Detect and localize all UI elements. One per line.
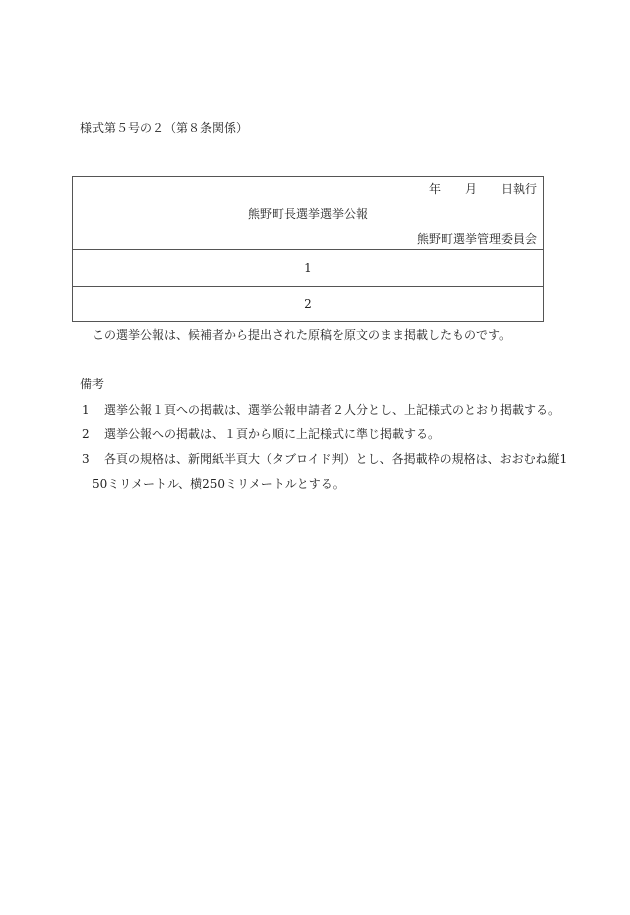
election-date-line: 年 月 日執行 (428, 182, 537, 196)
form-label: 様式第５号の２（第８条関係） (80, 121, 249, 135)
disclaimer-note: この選挙公報は、候補者から提出された原稿を原文のまま掲載したものです。 (92, 328, 512, 342)
slot-number: 2 (304, 297, 312, 311)
remark-text-continued: 50ミリメートル、横250ミリメートルとする。 (92, 477, 345, 491)
issuer: 熊野町選挙管理委員会 (416, 232, 537, 246)
remark-number: 1 (82, 403, 90, 417)
bulletin-title: 熊野町長選挙選挙公報 (247, 207, 368, 221)
bulletin-table (72, 176, 544, 322)
candidate-slot-1 (73, 249, 543, 286)
remark-text: 各頁の規格は、新聞紙半頁大（タブロイド判）とし、各掲載枠の規格は、おおむね縦1 (104, 452, 568, 466)
remark-text: 選挙公報への掲載は、１頁から順に上記様式に準じ掲載する。 (104, 427, 441, 441)
remark-number: 2 (82, 427, 90, 441)
remarks-heading: 備考 (80, 377, 105, 391)
candidate-slot-2 (73, 286, 543, 323)
slot-number: 1 (304, 261, 312, 275)
remark-number: 3 (82, 452, 90, 466)
remark-text: 選挙公報１頁への掲載は、選挙公報申請者２人分とし、上記様式のとおり掲載する。 (104, 403, 561, 417)
